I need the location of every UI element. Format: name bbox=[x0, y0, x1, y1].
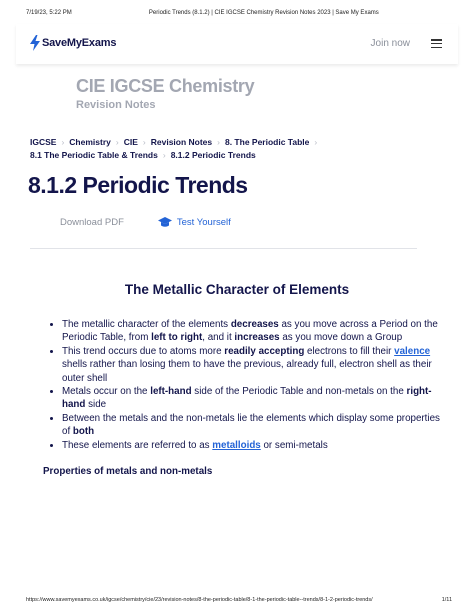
bold-text: right-hand bbox=[62, 386, 432, 411]
subject-title: CIE IGCSE Chemistry bbox=[76, 76, 255, 96]
bold-text: left to right bbox=[151, 332, 203, 344]
bullet-item bbox=[62, 439, 442, 452]
chevron-right-icon: › bbox=[162, 150, 166, 160]
breadcrumb-item[interactable]: CIE bbox=[123, 137, 138, 147]
breadcrumb-item[interactable]: Chemistry bbox=[69, 137, 111, 147]
page-actions bbox=[60, 217, 231, 228]
chevron-right-icon: › bbox=[217, 137, 220, 147]
top-navbar bbox=[16, 24, 458, 64]
breadcrumb-item-current[interactable]: 8.1.2 Periodic Trends bbox=[170, 150, 256, 160]
text-run: These elements are referred to as bbox=[62, 439, 213, 451]
text-run: side bbox=[85, 399, 107, 411]
subject-subtitle: Revision Notes bbox=[76, 99, 156, 111]
glossary-link[interactable]: metalloids bbox=[212, 439, 261, 451]
text-run: The metallic character of the elements bbox=[62, 319, 231, 330]
bullet-item bbox=[62, 318, 442, 345]
logo-text: SaveMyExams bbox=[42, 37, 117, 49]
lightning-bolt-icon bbox=[30, 35, 40, 51]
bullet-item bbox=[62, 412, 442, 439]
print-page-number: 1/11 bbox=[441, 597, 452, 603]
page-title: 8.1.2 Periodic Trends bbox=[28, 172, 248, 198]
bold-text: left-hand bbox=[150, 386, 192, 398]
text-run: side of the Periodic Table and non-metals on the bbox=[191, 386, 407, 398]
subject-header bbox=[76, 76, 254, 111]
hamburger-menu-icon[interactable] bbox=[431, 39, 442, 48]
section-heading: The Metallic Character of Elements bbox=[124, 282, 350, 297]
breadcrumb-item[interactable]: 8. The Periodic Table bbox=[224, 137, 310, 147]
glossary-link[interactable]: valence bbox=[394, 345, 431, 357]
text-run: , and it bbox=[202, 332, 235, 344]
text-run: Between the metals and the non-metals lie the elements which display some properties of bbox=[62, 412, 440, 438]
graduation-cap-icon bbox=[158, 217, 172, 228]
text-run: electrons to fill their bbox=[304, 345, 395, 357]
text-run: Metals occur on the bbox=[62, 386, 151, 398]
breadcrumb bbox=[30, 136, 330, 162]
download-pdf-button[interactable]: Download PDF bbox=[60, 217, 124, 228]
text-run: as you move down a Group bbox=[279, 332, 403, 344]
test-yourself-label: Test Yourself bbox=[176, 217, 231, 228]
bold-text: both bbox=[72, 426, 95, 438]
test-yourself-button[interactable] bbox=[158, 217, 231, 228]
print-header bbox=[26, 10, 456, 16]
print-url: https://www.savemyexams.co.uk/igcse/chemistry/cie/23/revision-notes/8-the-periodic-table/8-1-the-periodic-table--trends/8-1-2-periodic-trends/ bbox=[26, 597, 373, 603]
bold-text: increases bbox=[234, 332, 280, 344]
text-run: as you move across a Period on the Periodic Table, from bbox=[62, 319, 438, 344]
text-run: or semi-metals bbox=[260, 439, 328, 451]
breadcrumb-item[interactable]: Revision Notes bbox=[150, 137, 213, 147]
bullet-item bbox=[62, 385, 442, 412]
chevron-right-icon: › bbox=[142, 137, 146, 147]
divider bbox=[30, 248, 417, 249]
print-doc-title: Periodic Trends (8.1.2) | CIE IGCSE Chemistry Revision Notes 2023 | Save My Exams bbox=[148, 10, 379, 16]
bold-text: readily accepting bbox=[224, 345, 305, 357]
join-now-link[interactable]: Join now bbox=[370, 38, 410, 49]
sub-heading: Properties of metals and non-metals bbox=[43, 466, 213, 477]
text-run: shells rather than losing them to have the previous, already full, electron shell as their outer shell bbox=[62, 359, 432, 384]
logo[interactable] bbox=[30, 35, 116, 51]
chevron-right-icon: › bbox=[314, 137, 318, 147]
chevron-right-icon: › bbox=[61, 137, 65, 147]
bullet-list bbox=[48, 318, 442, 452]
bullet-item bbox=[62, 345, 442, 385]
bold-text: decreases bbox=[230, 319, 279, 330]
chevron-right-icon: › bbox=[115, 137, 119, 147]
breadcrumb-item[interactable]: IGCSE bbox=[30, 137, 57, 147]
text-run: This trend occurs due to atoms more bbox=[62, 345, 225, 357]
print-footer bbox=[26, 597, 452, 603]
print-datetime: 7/19/23, 5:22 PM bbox=[26, 10, 72, 16]
breadcrumb-item[interactable]: 8.1 The Periodic Table & Trends bbox=[30, 150, 158, 160]
